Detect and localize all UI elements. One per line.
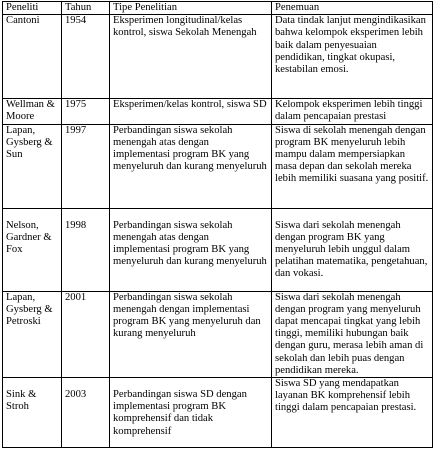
- cell-penemuan: Siswa dari sekolah menengah dengan program BK yang menyeluruh lebih unggul dalam pelatihan matematika, pengetahuan, dan vokasi.: [272, 208, 433, 291]
- table-row: [3, 291, 433, 377]
- table-row: [3, 124, 433, 208]
- cell-tahun: 1997: [62, 124, 110, 208]
- table-row: [3, 208, 433, 291]
- cell-peneliti: Lapan, Gysberg & Sun: [3, 124, 62, 208]
- cell-tahun: 2003: [62, 378, 110, 448]
- cell-tipe: Perbandingan siswa sekolah menengah atas dengan implementasi program BK yang menyeluruh dan kurang menyeluruh: [110, 208, 272, 291]
- cell-peneliti: Sink & Stroh: [3, 378, 62, 448]
- cell-tipe: Perbandingan siswa sekolah menengah dengan implementasi program BK yang menyeluruh dan kurang menyeluruh: [110, 291, 272, 377]
- cell-tahun: 1998: [62, 208, 110, 291]
- cell-tipe: Eksperimen/kelas kontrol, siswa SD: [110, 99, 272, 124]
- table-row: [3, 99, 433, 124]
- table-row: [3, 378, 433, 448]
- header-tipe-penelitian: Tipe Penelitian: [110, 2, 272, 15]
- cell-peneliti: Cantoni: [3, 15, 62, 99]
- cell-penemuan: Kelompok eksperimen lebih tinggi dalam pencapaian prestasi: [272, 99, 433, 124]
- cell-tipe: Eksperimen longitudinal/kelas kontrol, siswa Sekolah Menengah: [110, 15, 272, 99]
- cell-penemuan: Siswa dari sekolah menengah dengan program yang menyeluruh dapat mencapai tingkat yang lebih tinggi, memiliki hubungan baik dengan guru, merasa lebih aman di sekolah dan lebih puas dengan pendidikan mereka.: [272, 291, 433, 377]
- cell-peneliti: Nelson, Gardner & Fox: [3, 208, 62, 291]
- header-penemuan: Penemuan: [272, 2, 433, 15]
- cell-penemuan: Siswa SD yang mendapatkan layanan BK komprehensif lebih tinggi dalam pencapaian prestasi.: [272, 378, 433, 448]
- table-row: [3, 15, 433, 99]
- cell-peneliti: Wellman & Moore: [3, 99, 62, 124]
- cell-tahun: 1975: [62, 99, 110, 124]
- cell-tipe: Perbandingan siswa SD dengan implementasi program BK komprehensif dan tidak komprehensif: [110, 378, 272, 448]
- cell-tipe: Perbandingan siswa sekolah menengah atas dengan implementasi program BK yang menyeluruh dan kurang menyeluruh: [110, 124, 272, 208]
- table-header-row: [3, 2, 433, 15]
- cell-tahun: 1954: [62, 15, 110, 99]
- cell-penemuan: Siswa di sekolah menengah dengan program BK menyeluruh lebih mampu dalam mempersiapkan masa depan dan sekolah mereka lebih memiliki suasana yang positif.: [272, 124, 433, 208]
- research-table: [2, 1, 433, 448]
- cell-tahun: 2001: [62, 291, 110, 377]
- header-peneliti: Peneliti: [3, 2, 62, 15]
- header-tahun: Tahun: [62, 2, 110, 15]
- cell-peneliti: Lapan, Gysberg & Petroski: [3, 291, 62, 377]
- cell-penemuan: Data tindak lanjut mengindikasikan bahwa kelompok eksperimen lebih baik dalam penyesuaian pendidikan, tingkat okupasi, kestabilan emosi.: [272, 15, 433, 99]
